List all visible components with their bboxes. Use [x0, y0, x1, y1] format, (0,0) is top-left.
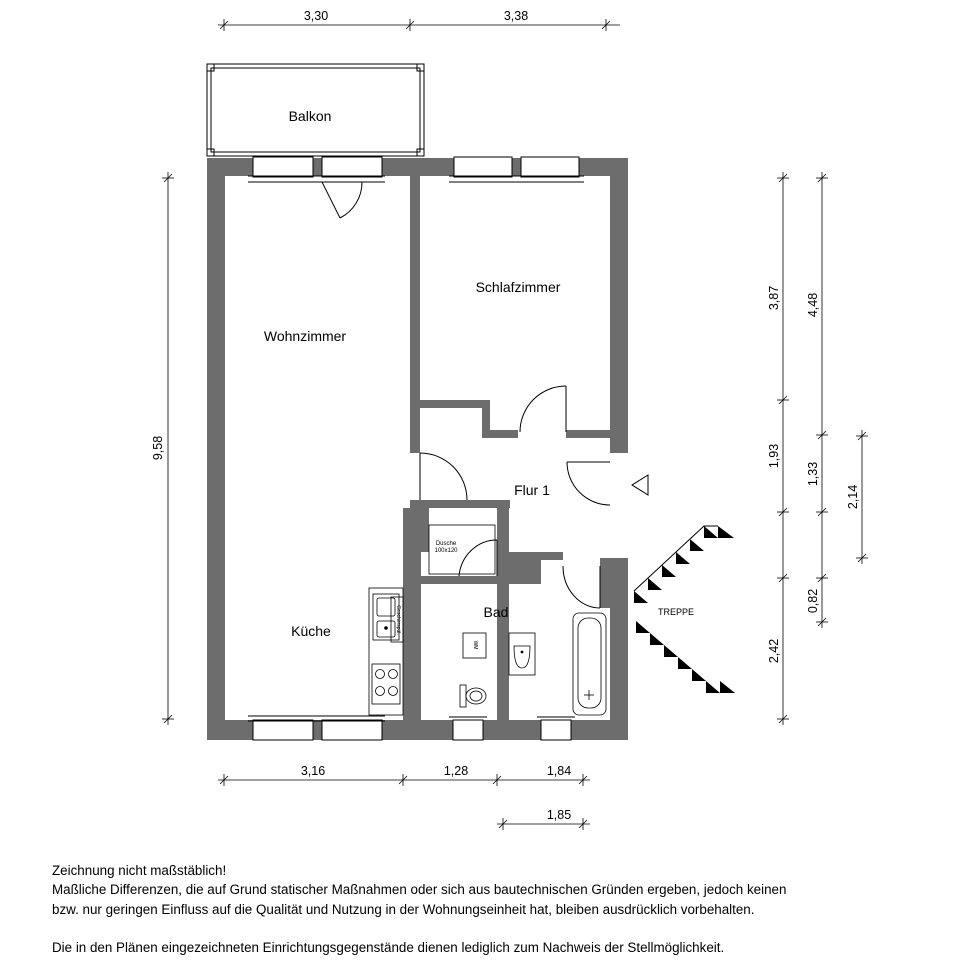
dim-right-3: 2,14	[846, 484, 860, 510]
disclaimer	[52, 861, 942, 958]
dimension-lines	[162, 19, 868, 830]
dim-right-1-c: 2,42	[767, 638, 781, 664]
staircase-label: TREPPE	[658, 607, 695, 617]
dim-bottom-extra: 1,85	[546, 808, 572, 822]
disclaimer-line-4: Die in den Plänen eingezeichneten Einrichtungsgegenstände dienen lediglich zum Nachweis der Stellmöglichkeit.	[52, 940, 725, 956]
disclaimer-line-2: Maßliche Differenzen, die auf Grund statischer Maßnahmen oder sich aus bautechnischen Gründen ergeben, jedoch keinen	[52, 882, 787, 898]
dim-top-2: 3,38	[503, 9, 529, 23]
dim-right-1-a: 3,87	[767, 285, 781, 311]
room-wohnzimmer: Wohnzimmer	[263, 328, 347, 344]
dim-left: 9,58	[151, 435, 165, 461]
dim-bottom-3: 1,84	[546, 764, 572, 778]
dim-right-2-b: 1,33	[806, 461, 820, 487]
disclaimer-line-1: Zeichnung nicht maßstäblich!	[52, 863, 227, 878]
room-bad: Bad	[483, 604, 509, 620]
room-balkon: Balkon	[288, 108, 332, 124]
dim-right-2-c: 0,82	[806, 588, 820, 614]
room-kueche: Küche	[291, 623, 331, 639]
dim-bottom-1: 3,16	[300, 764, 326, 778]
disclaimer-line-3: bzw. nur geringen Einfluss auf die Qualität und Nutzung in der Wohnungseinheit hat, bleiben ausdrücklich vorbehalten.	[52, 901, 755, 917]
dim-right-2-a: 4,48	[806, 292, 820, 318]
shower-size: 100x120	[434, 548, 458, 554]
dishwasher-label: Geschirrspül.	[395, 605, 401, 635]
dim-right-1-b: 1,93	[767, 443, 781, 469]
dim-top-1: 3,30	[303, 9, 329, 23]
washing-machine-label: WM	[472, 640, 478, 650]
shower-label: Dusche	[435, 541, 457, 547]
doors	[322, 182, 648, 608]
room-flur: Flur 1	[514, 482, 550, 498]
walls	[207, 158, 628, 740]
dim-bottom-2: 1,28	[443, 764, 469, 778]
room-schlafzimmer: Schlafzimmer	[475, 279, 561, 295]
